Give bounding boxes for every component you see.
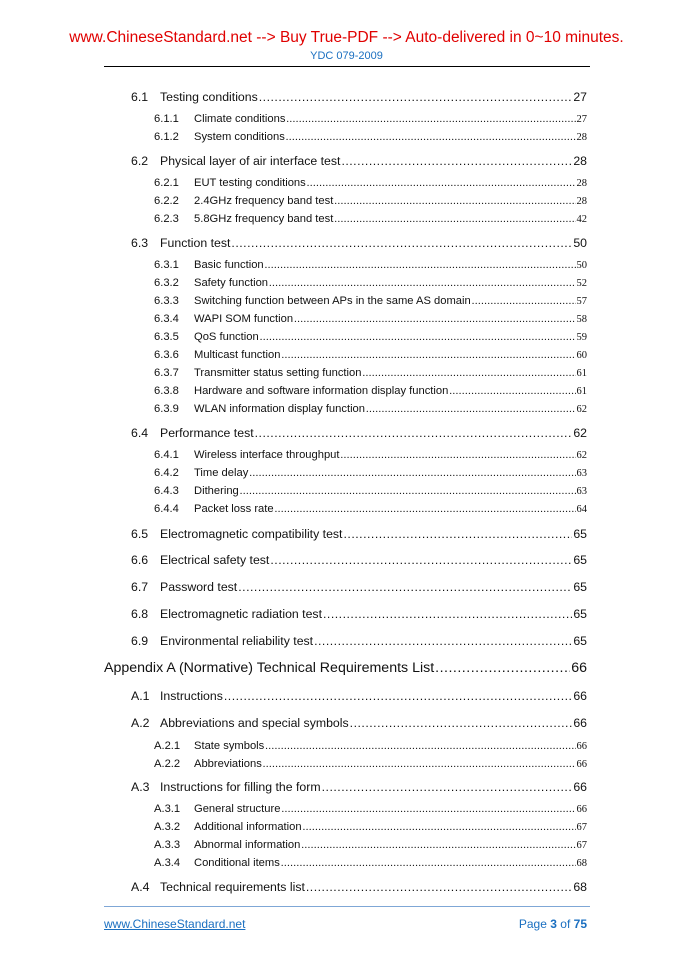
toc-number: 6.4.2 (154, 467, 179, 479)
toc-title: Abbreviations (194, 758, 262, 770)
toc-page: 66 (576, 759, 587, 770)
toc-entry-6-6[interactable] (131, 553, 587, 567)
header-divider (104, 66, 590, 67)
toc-number: 6.4.4 (154, 503, 179, 515)
toc-page: 67 (576, 822, 587, 833)
toc-title: Time delay (194, 467, 249, 479)
toc-leader (323, 607, 572, 621)
toc-leader (449, 386, 575, 397)
toc-title: State symbols (194, 740, 265, 752)
toc-entry-6-4-2[interactable] (154, 467, 587, 479)
toc-number: 6.9 (131, 634, 149, 648)
toc-entry-6-3[interactable] (131, 236, 587, 250)
toc-page: 66 (573, 780, 587, 794)
toc-title: Function test (160, 236, 231, 250)
toc-title: Abnormal information (194, 839, 301, 851)
toc-page: 65 (573, 553, 587, 567)
toc-leader (334, 196, 575, 207)
toc-number: 6.3.3 (154, 295, 179, 307)
toc-title: Electromagnetic compatibility test (160, 527, 343, 541)
toc-number: 6.3.9 (154, 403, 179, 415)
toc-entry-6-3-5[interactable] (154, 331, 587, 343)
toc-page: 65 (573, 527, 587, 541)
toc-page: 65 (573, 634, 587, 648)
toc-title: Performance test (160, 426, 254, 440)
toc-leader (260, 332, 576, 343)
toc-entry-appendix-a[interactable] (104, 660, 587, 676)
toc-page: 60 (576, 350, 587, 361)
toc-page: 50 (573, 236, 587, 250)
toc-leader (301, 840, 575, 851)
toc-leader (281, 350, 575, 361)
toc-leader (240, 486, 576, 497)
toc-leader (366, 404, 576, 415)
toc-leader (224, 689, 572, 703)
toc-number: 6.3.6 (154, 349, 179, 361)
toc-entry-6-1[interactable] (131, 90, 587, 104)
toc-page: 52 (576, 278, 587, 289)
toc-number: 6.5 (131, 527, 149, 541)
toc-entry-a-3-1[interactable] (154, 803, 587, 815)
toc-entry-6-5[interactable] (131, 527, 587, 541)
toc-number: 6.2.3 (154, 213, 179, 225)
toc-number: A.3.3 (154, 839, 181, 851)
toc-page: 61 (576, 386, 587, 397)
toc-leader (314, 634, 572, 648)
toc-number: 6.4.1 (154, 449, 179, 461)
toc-title: Wireless interface throughput (194, 449, 340, 461)
toc-title: General structure (194, 803, 281, 815)
toc-title: Technical requirements list (160, 880, 305, 894)
toc-entry-6-1-2[interactable] (154, 131, 587, 143)
toc-number: A.2.2 (154, 758, 181, 770)
toc-entry-6-4-4[interactable] (154, 503, 587, 515)
toc-leader (281, 858, 576, 869)
toc-leader (269, 278, 575, 289)
page-of: of (560, 917, 571, 931)
toc-title: Environmental reliability test (160, 634, 314, 648)
toc-title: Instructions (160, 689, 223, 703)
toc-page: 68 (576, 858, 587, 869)
toc-leader (472, 296, 576, 307)
toc-page: 67 (576, 840, 587, 851)
toc-number: 6.3.2 (154, 277, 179, 289)
toc-title: Additional information (194, 821, 302, 833)
toc-title: Safety function (194, 277, 269, 289)
toc-entry-a-2-2[interactable] (154, 758, 587, 770)
toc-number: 6.8 (131, 607, 149, 621)
toc-number: 6.2.2 (154, 195, 179, 207)
toc-title: Password test (160, 580, 238, 594)
toc-entry-6-1-1[interactable] (154, 113, 587, 125)
toc-number: 6.3 (131, 236, 149, 250)
toc-leader (306, 880, 572, 894)
toc-entry-a-4[interactable] (131, 880, 587, 894)
toc-entry-a-1[interactable] (131, 689, 587, 703)
toc-title: Climate conditions (194, 113, 286, 125)
toc-entry-6-4[interactable] (131, 426, 587, 440)
toc-page: 66 (576, 804, 587, 815)
toc-leader (303, 822, 576, 833)
page-label: Page (518, 917, 547, 931)
toc-number: 6.3.4 (154, 313, 179, 325)
toc-leader (341, 154, 572, 168)
toc-title: System conditions (194, 131, 285, 143)
document-code: YDC 079-2009 (310, 50, 383, 62)
toc-number: 6.3.8 (154, 385, 179, 397)
toc-title: WAPI SOM function (194, 313, 294, 325)
toc-entry-6-3-4[interactable] (154, 313, 587, 325)
toc-page: 59 (576, 332, 587, 343)
toc-leader (231, 236, 572, 250)
toc-title: WLAN information display function (194, 403, 365, 415)
footer-page-number (519, 917, 587, 931)
toc-leader (249, 468, 575, 479)
toc-number: 6.1.2 (154, 131, 179, 143)
toc-leader (343, 527, 572, 541)
toc-title: Electrical safety test (160, 553, 270, 567)
footer-divider (104, 906, 590, 907)
toc-leader (286, 114, 575, 125)
toc-page: 27 (576, 114, 587, 125)
toc-page: 28 (576, 196, 587, 207)
toc-entry-6-9[interactable] (131, 634, 587, 648)
toc-page: 68 (573, 880, 587, 894)
toc-page: 61 (576, 368, 587, 379)
toc-entry-6-4-1[interactable] (154, 449, 587, 461)
toc-number: 6.2.1 (154, 177, 179, 189)
toc-page: 62 (573, 426, 587, 440)
toc-leader (350, 716, 573, 730)
toc-page: 66 (573, 716, 587, 730)
toc-entry-6-2-3[interactable] (154, 213, 587, 225)
toc-title: EUT testing conditions (194, 177, 306, 189)
toc-page: 66 (571, 660, 587, 676)
toc-leader (265, 741, 575, 752)
toc-leader (334, 214, 575, 225)
toc-page: 42 (576, 214, 587, 225)
toc-number: 6.4 (131, 426, 149, 440)
toc-number: A.3.2 (154, 821, 181, 833)
toc-title: QoS function (194, 331, 259, 343)
toc-page: 63 (576, 486, 587, 497)
toc-page: 28 (576, 132, 587, 143)
toc-title: 5.8GHz frequency band test (194, 213, 334, 225)
toc-number: 6.7 (131, 580, 149, 594)
toc-entry-6-3-3[interactable] (154, 295, 587, 307)
toc-leader (307, 178, 576, 189)
toc-entry-6-2-2[interactable] (154, 195, 587, 207)
toc-page: 28 (576, 178, 587, 189)
toc-entry-a-3-3[interactable] (154, 839, 587, 851)
toc-title: Physical layer of air interface test (160, 154, 341, 168)
toc-title: Switching function between APs in the same AS domain (194, 295, 471, 307)
toc-number: A.1 (131, 689, 150, 703)
toc-page: 64 (576, 504, 587, 515)
toc-page: 66 (573, 689, 587, 703)
toc-title: Electromagnetic radiation test (160, 607, 322, 621)
toc-title: Instructions for filling the form (160, 780, 321, 794)
toc-entry-a-2-1[interactable] (154, 740, 587, 752)
toc-number: 6.3.5 (154, 331, 179, 343)
toc-page: 57 (576, 296, 587, 307)
toc-title: Hardware and software information display function (194, 385, 449, 397)
toc-number: 6.1 (131, 90, 149, 104)
toc-entry-a-3-4[interactable] (154, 857, 587, 869)
toc-entry-6-3-1[interactable] (154, 259, 587, 271)
toc-number: A.3.4 (154, 857, 181, 869)
toc-page: 62 (576, 404, 587, 415)
toc-entry-a-2[interactable] (131, 716, 587, 730)
toc-title: Transmitter status setting function (194, 367, 362, 379)
page-total: 75 (573, 917, 587, 931)
toc-page: 28 (573, 154, 587, 168)
toc-page: 62 (576, 450, 587, 461)
toc-entry-6-3-8[interactable] (154, 385, 587, 397)
toc-entry-6-3-9[interactable] (154, 403, 587, 415)
toc-entry-6-3-7[interactable] (154, 367, 587, 379)
toc-entry-6-8[interactable] (131, 607, 587, 621)
toc-page: 27 (573, 90, 587, 104)
page-current: 3 (550, 917, 557, 931)
toc-number: 6.4.3 (154, 485, 179, 497)
toc-leader (341, 450, 576, 461)
toc-title: Abbreviations and special symbols (160, 716, 349, 730)
toc-title: Packet loss rate (194, 503, 274, 515)
toc-leader (255, 426, 573, 440)
toc-page: 63 (576, 468, 587, 479)
toc-leader (322, 780, 573, 794)
toc-title: Appendix A (Normative) Technical Requirements List (104, 660, 435, 676)
toc-leader (270, 553, 572, 567)
toc-leader (435, 660, 570, 676)
toc-page: 65 (573, 607, 587, 621)
toc-leader (362, 368, 575, 379)
toc-title: Dithering (194, 485, 239, 497)
toc-leader (275, 504, 576, 515)
toc-entry-6-3-6[interactable] (154, 349, 587, 361)
toc-entry-6-3-2[interactable] (154, 277, 587, 289)
footer-site-link[interactable]: www.ChineseStandard.net (104, 917, 246, 931)
toc-leader (286, 132, 576, 143)
toc-entry-a-3[interactable] (131, 780, 587, 794)
toc-number: A.3.1 (154, 803, 181, 815)
top-banner[interactable]: www.ChineseStandard.net --> Buy True-PDF --> Auto-delivered in 0~10 minutes. (69, 29, 624, 46)
toc-leader (281, 804, 575, 815)
toc-entry-6-7[interactable] (131, 580, 587, 594)
toc-number: 6.3.7 (154, 367, 179, 379)
toc-page: 66 (576, 741, 587, 752)
toc-number: A.2 (131, 716, 150, 730)
toc-page: 50 (576, 260, 587, 271)
toc-leader (265, 260, 576, 271)
toc-title: 2.4GHz frequency band test (194, 195, 334, 207)
toc-number: A.2.1 (154, 740, 181, 752)
toc-entry-6-2-1[interactable] (154, 177, 587, 189)
toc-number: A.3 (131, 780, 150, 794)
toc-entry-6-4-3[interactable] (154, 485, 587, 497)
toc-title: Multicast function (194, 349, 281, 361)
toc-number: 6.3.1 (154, 259, 179, 271)
toc-title: Conditional items (194, 857, 280, 869)
toc-leader (259, 90, 573, 104)
toc-leader (294, 314, 575, 325)
toc-page: 58 (576, 314, 587, 325)
toc-number: 6.2 (131, 154, 149, 168)
toc-title: Testing conditions (160, 90, 258, 104)
toc-leader (238, 580, 572, 594)
toc-number: 6.1.1 (154, 113, 179, 125)
toc-number: A.4 (131, 880, 150, 894)
toc-page: 65 (573, 580, 587, 594)
toc-leader (263, 759, 576, 770)
toc-number: 6.6 (131, 553, 149, 567)
toc-entry-a-3-2[interactable] (154, 821, 587, 833)
toc-title: Basic function (194, 259, 264, 271)
toc-entry-6-2[interactable] (131, 154, 587, 168)
